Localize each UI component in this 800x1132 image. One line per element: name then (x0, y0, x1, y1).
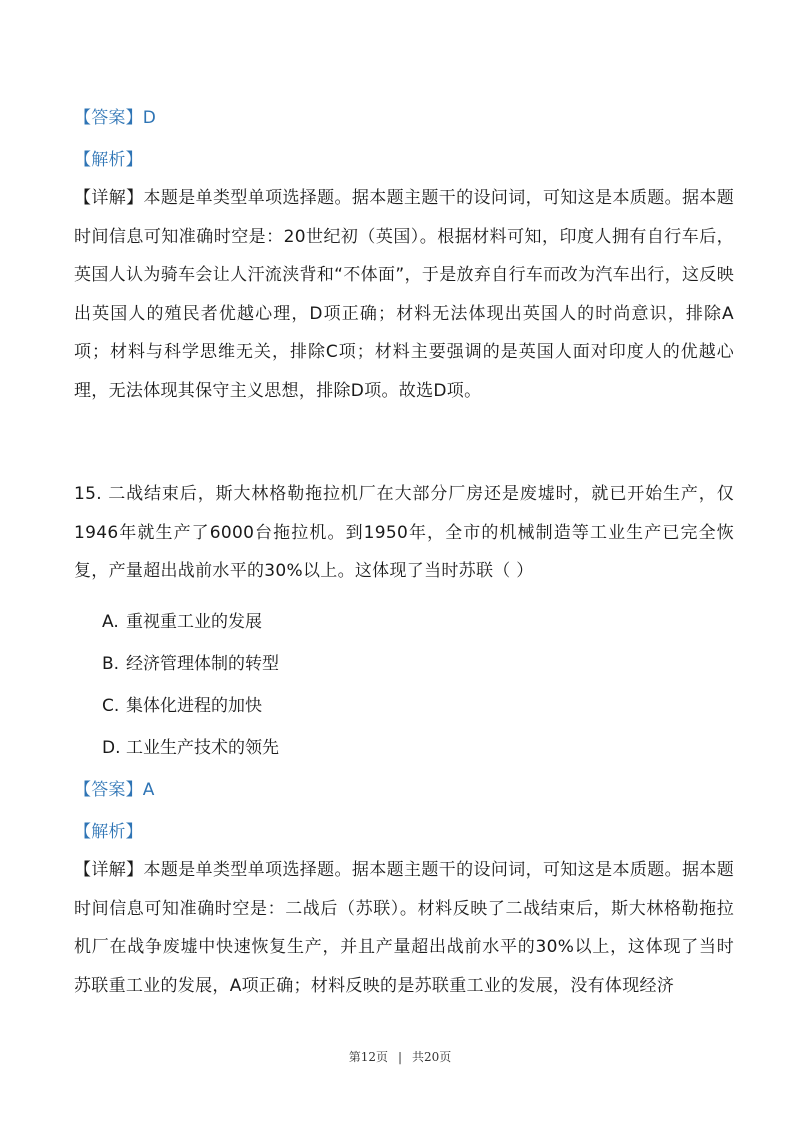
footer-separator: | (397, 1050, 403, 1064)
q14-explanation: 【详解】本题是单类型单项选择题。据本题主题干的设问词，可知这是本质题。据本题时间信息可知准确时空是：20世纪初（英国）。根据材料可知，印度人拥有自行车后，英国人认为骑车会让人汗流浃背和“不体面”，于是放弃自行车而改为汽车出行，这反映出英国人的殖民者优越心理，D项正确；材料无法体现出英国人的时尚意识，排除A项；材料与科学思维无关，排除C项；材料主要强调的是英国人面对印度人的优越心理，无法体现其保守主义思想，排除D项。故选D项。 (74, 188, 734, 401)
page-footer (0, 1048, 800, 1065)
q15-analysis-label: 【解析】 (74, 822, 143, 842)
option-text: 重视重工业的发展 (126, 612, 262, 632)
option-letter: D. (102, 738, 121, 758)
option-text: 经济管理体制的转型 (126, 654, 279, 674)
q15-option-a (102, 612, 262, 632)
option-letter: A. (102, 612, 119, 632)
option-text: 集体化进程的加快 (126, 696, 262, 716)
q14-analysis-label: 【解析】 (74, 150, 143, 170)
q15-answer-label: 【答案】A (74, 780, 155, 800)
q15-option-c (102, 696, 262, 716)
option-letter: B. (102, 654, 120, 674)
q15-option-d (102, 738, 279, 758)
option-text: 工业生产技术的领先 (126, 738, 279, 758)
q15-stem: 15. 二战结束后，斯大林格勒拖拉机厂在大部分厂房还是废墟时，就已开始生产，仅1946年就生产了6000台拖拉机。到1950年，全市的机械制造等工业生产已完全恢复，产量超出战前水平的30%以上。这体现了当时苏联（ ） (74, 484, 734, 581)
page-number: 第12页 (348, 1050, 388, 1064)
q14-answer-label: 【答案】D (74, 108, 157, 128)
page-total: 共20页 (412, 1050, 452, 1064)
q15-option-b (102, 654, 279, 674)
q15-explanation: 【详解】本题是单类型单项选择题。据本题主题干的设问词，可知这是本质题。据本题时间信息可知准确时空是：二战后（苏联）。材料反映了二战结束后，斯大林格勒拖拉机厂在战争废墟中快速恢复生产，并且产量超出战前水平的30%以上，这体现了当时苏联重工业的发展，A项正确；材料反映的是苏联重工业的发展，没有体现经济 (74, 860, 734, 996)
option-letter: C. (102, 696, 120, 716)
